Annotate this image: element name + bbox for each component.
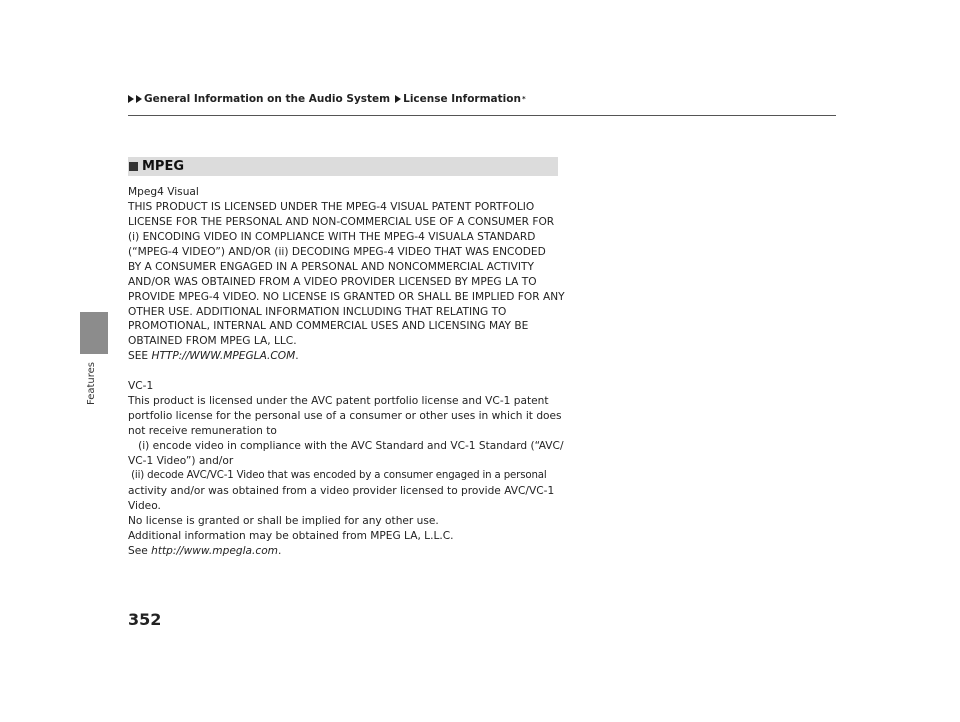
see-suffix: . [295, 350, 299, 363]
breadcrumb-arrow-icon [395, 95, 401, 103]
breadcrumb-item-audio-system[interactable]: General Information on the Audio System [144, 93, 391, 105]
see-suffix: . [278, 544, 282, 557]
text-line: (ii) decode AVC/VC-1 Video that was encoded by a consumer engaged in a personal [128, 469, 547, 481]
see-reference [128, 349, 578, 364]
mpegla-link[interactable]: http://www.mpegla.com [151, 544, 278, 557]
text-line: OTHER USE. ADDITIONAL INFORMATION INCLUDING THAT RELATING TO [128, 305, 507, 318]
mpegla-link[interactable]: HTTP://WWW.MPEGLA.COM [151, 350, 296, 363]
text-line: (i) encode video in compliance with the AVC Standard and VC-1 Standard (“AVC/ [128, 439, 564, 452]
see-prefix: See [128, 544, 152, 557]
side-tab-marker [80, 312, 108, 354]
breadcrumb-arrow-icon [128, 95, 134, 103]
text-line: not receive remuneration to [128, 425, 277, 437]
text-line: VC-1 [128, 380, 154, 393]
text-line: portfolio license for the personal use of a consumer or other uses in which it does [128, 410, 562, 423]
text-line: activity and/or was obtained from a video provider licensed to provide AVC/VC-1 [128, 484, 555, 497]
text-line: No license is granted or shall be implied for any other use. [128, 514, 439, 527]
text-line: Additional information may be obtained from MPEG LA, L.L.C. [128, 529, 454, 542]
text-line: PROMOTIONAL, INTERNAL AND COMMERCIAL USES AND LICENSING MAY BE [128, 320, 529, 333]
text-line: Mpeg4 Visual [128, 186, 199, 198]
square-bullet-icon [129, 162, 138, 171]
section-title: MPEG [142, 159, 185, 174]
page-number: 352 [128, 610, 162, 629]
section-heading [128, 157, 558, 176]
text-line: Video. [128, 499, 161, 512]
see-prefix: SEE [128, 350, 152, 363]
text-line: BY A CONSUMER ENGAGED IN A PERSONAL AND NONCOMMERCIAL ACTIVITY [128, 260, 534, 273]
see-reference [128, 544, 578, 559]
text-line: VC-1 Video”) and/or [128, 454, 234, 467]
breadcrumb-item-license-information[interactable]: License Information [403, 93, 521, 105]
breadcrumb-arrow-icon [136, 95, 142, 103]
header-divider [128, 115, 836, 116]
text-line: LICENSE FOR THE PERSONAL AND NON-COMMERCIAL USE OF A CONSUMER FOR [128, 215, 555, 228]
text-line: THIS PRODUCT IS LICENSED UNDER THE MPEG-4 VISUAL PATENT PORTFOLIO [128, 200, 535, 213]
license-text [128, 185, 578, 558]
text-line: AND/OR WAS OBTAINED FROM A VIDEO PROVIDER LICENSED BY MPEG LA TO [128, 275, 537, 288]
breadcrumb-asterisk: * [521, 95, 526, 103]
text-line: PROVIDE MPEG-4 VIDEO. NO LICENSE IS GRANTED OR SHALL BE IMPLIED FOR ANY [128, 290, 565, 303]
text-line: OBTAINED FROM MPEG LA, LLC. [128, 335, 297, 348]
text-line: (“MPEG-4 VIDEO”) AND/OR (ii) DECODING MPEG-4 VIDEO THAT WAS ENCODED [128, 245, 546, 258]
breadcrumb [128, 92, 526, 106]
text-line: (i) ENCODING VIDEO IN COMPLIANCE WITH THE MPEG-4 VISUALA STANDARD [128, 230, 536, 243]
text-line: This product is licensed under the AVC patent portfolio license and VC-1 patent [128, 395, 549, 408]
side-tab-label: Features [86, 362, 97, 405]
